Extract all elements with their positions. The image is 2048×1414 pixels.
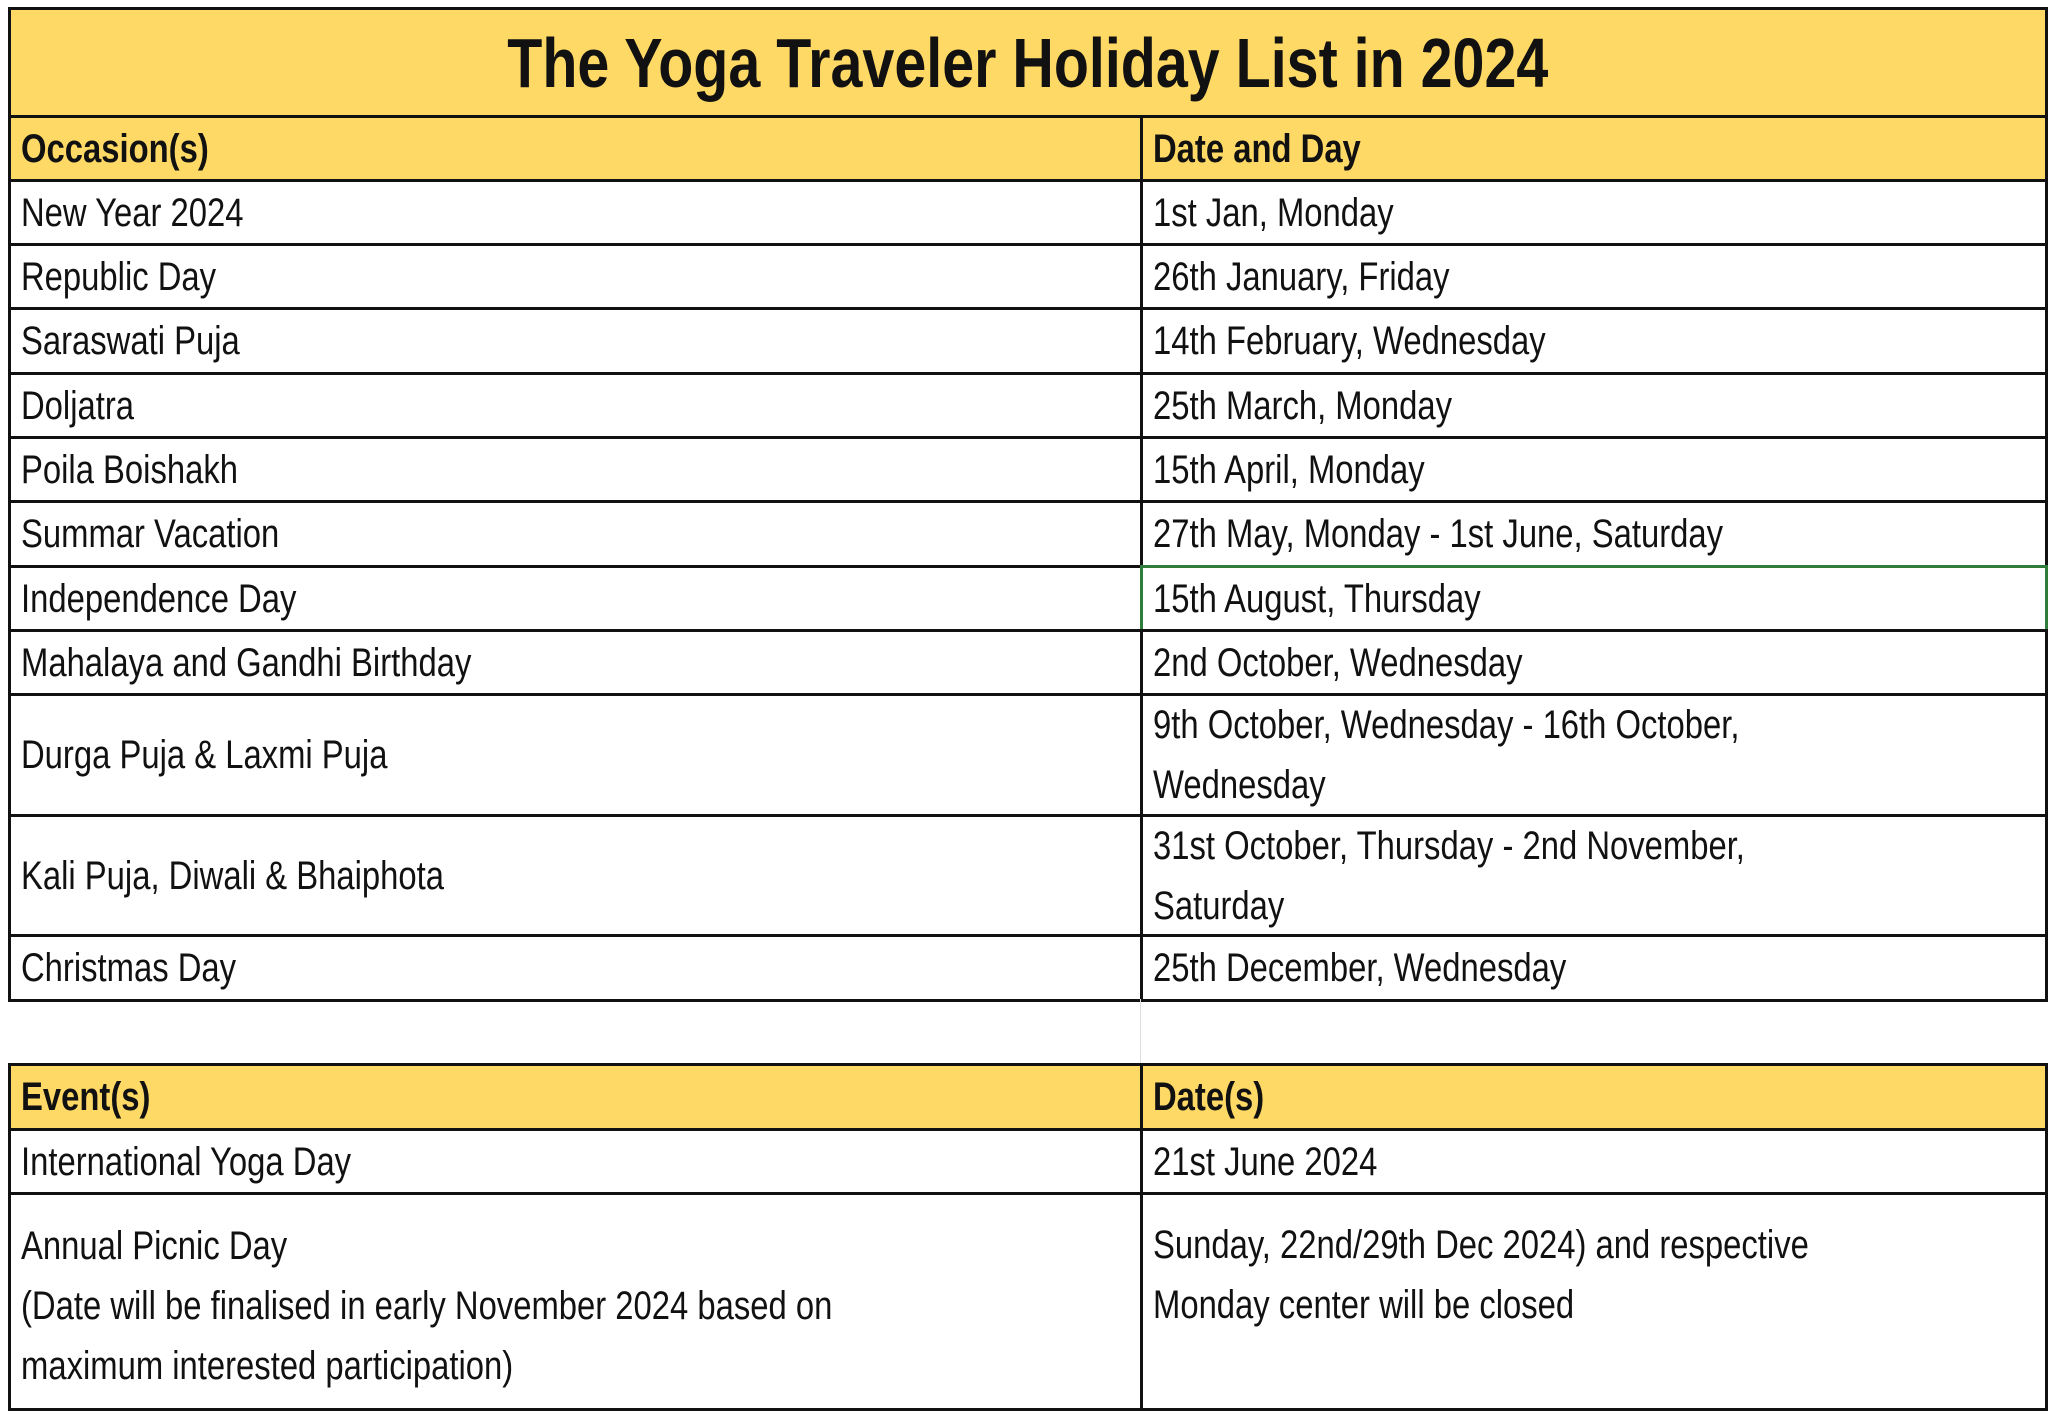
table-row: [8, 1195, 2048, 1411]
occasion-cell[interactable]: Durga Puja & Laxmi Puja: [8, 693, 1143, 817]
date-cell[interactable]: 2nd October, Wednesday: [1140, 629, 2048, 696]
page-title: The Yoga Traveler Holiday List in 2024: [8, 7, 2048, 118]
header-date-day[interactable]: Date and Day: [1140, 115, 2048, 182]
table-row: [8, 503, 2048, 568]
table-row: [8, 696, 2048, 817]
occasion-cell[interactable]: Mahalaya and Gandhi Birthday: [8, 629, 1143, 696]
occasion-cell[interactable]: Kali Puja, Diwali & Bhaiphota: [8, 814, 1143, 937]
table-row: [8, 632, 2048, 696]
occasion-cell[interactable]: Poila Boishakh: [8, 436, 1143, 503]
date-cell[interactable]: 25th December, Wednesday: [1140, 934, 2048, 1002]
table-row: [8, 375, 2048, 439]
occasion-cell[interactable]: Republic Day: [8, 243, 1143, 310]
date-cell[interactable]: 15th August, Thursday: [1140, 565, 2048, 632]
date-cell[interactable]: 9th October, Wednesday - 16th October, Wednesday: [1140, 693, 2048, 817]
event-name-cell[interactable]: International Yoga Day: [8, 1128, 1143, 1195]
holiday-header-row: [8, 118, 2048, 182]
date-cell[interactable]: 31st October, Thursday - 2nd November, Saturday: [1140, 814, 2048, 937]
table-row: [8, 182, 2048, 246]
table-row: [8, 1131, 2048, 1195]
header-occasion[interactable]: Occasion(s): [8, 115, 1143, 182]
occasion-cell[interactable]: Summar Vacation: [8, 500, 1143, 568]
table-row: [8, 439, 2048, 503]
date-cell[interactable]: 25th March, Monday: [1140, 372, 2048, 439]
occasion-cell[interactable]: Christmas Day: [8, 934, 1143, 1002]
table-row: [8, 568, 2048, 632]
event-date-cell[interactable]: Sunday, 22nd/29th Dec 2024) and respective Monday center will be closed: [1140, 1192, 2048, 1411]
occasion-cell[interactable]: Saraswati Puja: [8, 307, 1143, 375]
event-name-cell[interactable]: Annual Picnic Day (Date will be finalised in early November 2024 based on maximum interested participation): [8, 1192, 1143, 1411]
header-event[interactable]: Event(s): [8, 1063, 1143, 1131]
occasion-cell[interactable]: Independence Day: [8, 565, 1143, 632]
date-cell[interactable]: 26th January, Friday: [1140, 243, 2048, 310]
date-cell[interactable]: 1st Jan, Monday: [1140, 179, 2048, 246]
header-dates[interactable]: Date(s): [1140, 1063, 2048, 1131]
date-cell[interactable]: 15th April, Monday: [1140, 436, 2048, 503]
table-row: [8, 817, 2048, 937]
empty-row-divider: [1140, 999, 1141, 1063]
occasion-cell[interactable]: Doljatra: [8, 372, 1143, 439]
occasion-cell[interactable]: New Year 2024: [8, 179, 1143, 246]
table-row: [8, 310, 2048, 375]
date-cell[interactable]: 27th May, Monday - 1st June, Saturday: [1140, 500, 2048, 568]
event-date-cell[interactable]: 21st June 2024: [1140, 1128, 2048, 1195]
date-cell[interactable]: 14th February, Wednesday: [1140, 307, 2048, 375]
table-row: [8, 246, 2048, 310]
event-header-row: [8, 1066, 2048, 1131]
table-row: [8, 937, 2048, 1002]
